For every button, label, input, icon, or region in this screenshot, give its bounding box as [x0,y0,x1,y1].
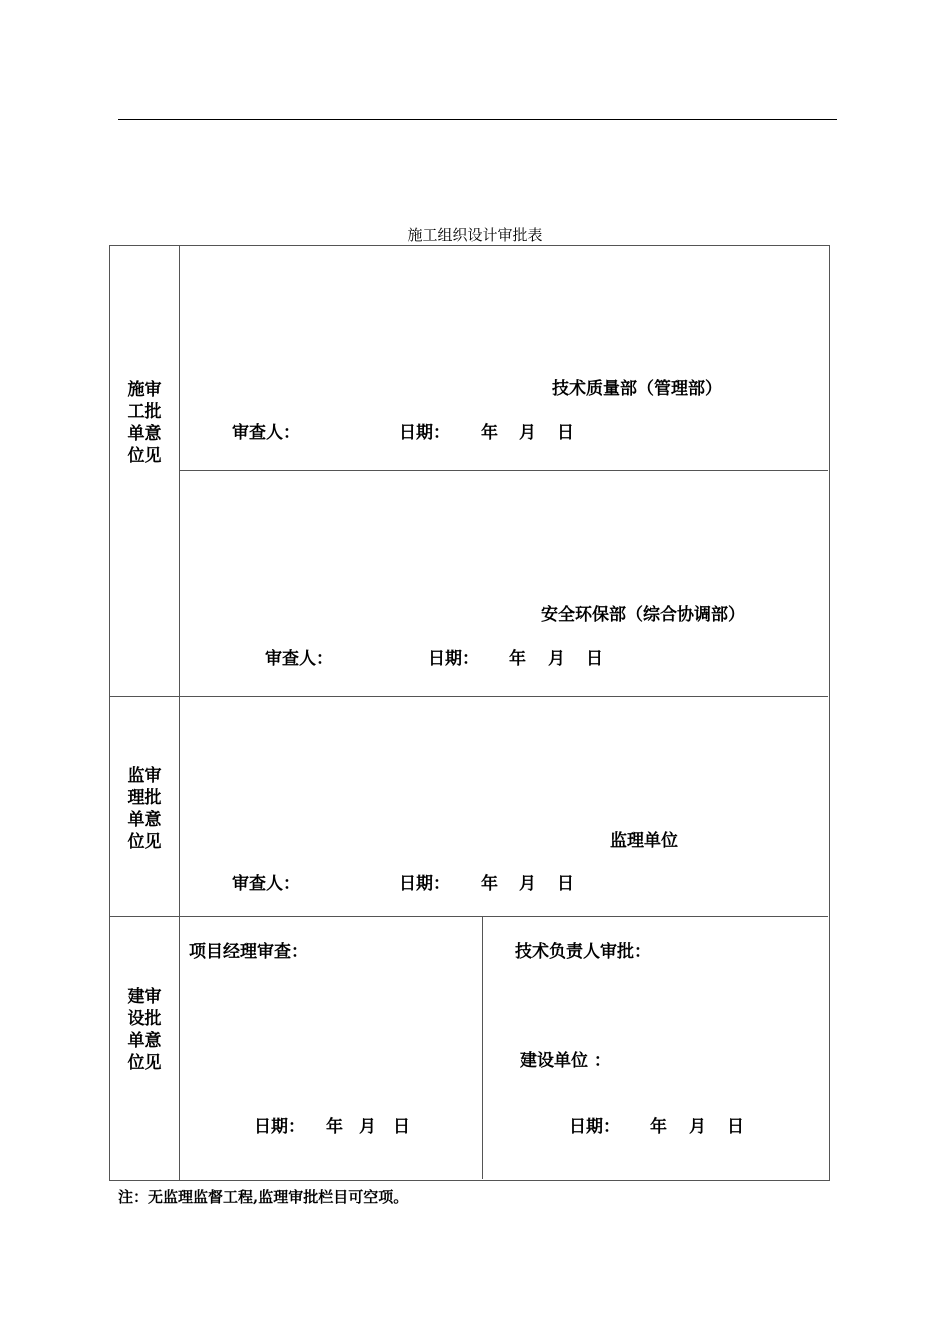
header-rule [118,119,837,120]
tech-reviewer-label: 审查人： [232,423,300,443]
tech-lead-month-label: 月 [689,1117,706,1137]
project-manager-review-label: 项目经理审查： [189,942,308,962]
safety-date-label: 日期： [428,649,479,669]
tech-lead-date-label: 日期： [569,1117,620,1137]
label-column-divider [179,245,180,1180]
row-divider-construction-supervision [109,696,828,697]
safety-dept-name: 安全环保部（综合协调部） [541,605,745,625]
supervision-unit-label: 监审 理批 单意 位见 [127,766,162,852]
owner-unit-name: 建设单位 ： [520,1051,611,1071]
tech-month-label: 月 [519,423,536,443]
construction-unit-label: 施审 工批 单意 位见 [127,380,162,466]
owner-unit-label: 建审 设批 单意 位见 [127,987,162,1073]
tech-dept-name: 技术质量部（管理部） [552,379,722,399]
safety-year-label: 年 [509,649,526,669]
supervision-reviewer-label: 审查人： [232,874,300,894]
tech-lead-year-label: 年 [650,1117,667,1137]
tech-day-label: 日 [557,423,574,443]
owner-column-divider [482,917,483,1179]
safety-reviewer-label: 审查人： [265,649,333,669]
footer-note: 注：无监理监督工程,监理审批栏目可空项。 [118,1188,409,1206]
supervision-unit-name: 监理单位 [610,831,678,851]
tech-lead-approval-label: 技术负责人审批： [515,942,651,962]
safety-day-label: 日 [586,649,603,669]
row-divider-supervision-owner [109,916,828,917]
tech-year-label: 年 [481,423,498,443]
tech-lead-day-label: 日 [727,1117,744,1137]
supervision-day-label: 日 [557,874,574,894]
pm-date-label: 日期： [254,1117,305,1137]
supervision-year-label: 年 [481,874,498,894]
pm-year-label: 年 [326,1117,343,1137]
safety-month-label: 月 [548,649,565,669]
supervision-date-label: 日期： [399,874,450,894]
pm-day-label: 日 [393,1117,410,1137]
row-divider-tech-safety [180,470,828,471]
supervision-month-label: 月 [519,874,536,894]
tech-date-label: 日期： [399,423,450,443]
pm-month-label: 月 [359,1117,376,1137]
form-title: 施工组织设计审批表 [407,226,543,244]
